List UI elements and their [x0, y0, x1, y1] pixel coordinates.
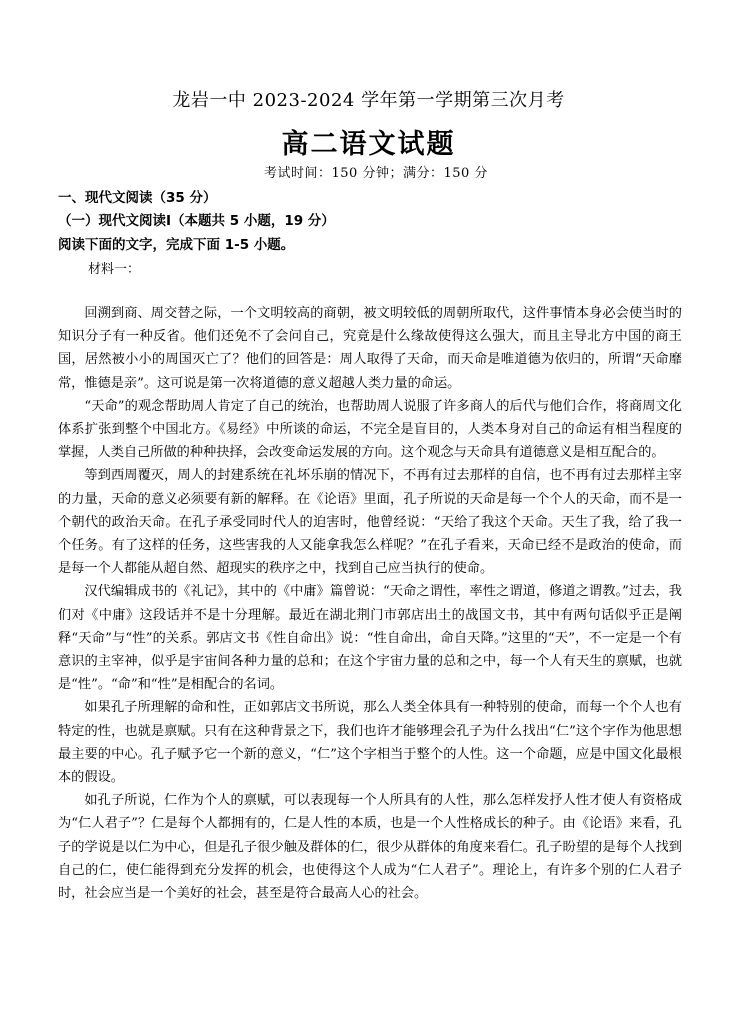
paragraph: 如果孔子所理解的命和性，正如郭店文书所说，那么人类全体具有一种特别的使命，而每一个个人也有特定的性，也就是禀赋。只有在这种背景之下，我们也许才能够理会孔子为什么找出“仁”这个字作为他思想最主要的中心。孔子赋予它一个新的意义，“仁”这个字相当于整个的人性。这一个命题，应是中国文化最根本的假设。 — [58, 700, 682, 786]
subject-title: 高二语文试题 — [281, 129, 456, 160]
passage-body — [58, 302, 682, 905]
exam-info: 考试时间：150 分钟；满分：150 分 — [264, 166, 488, 181]
exam-title: 龙岩一中 2023-2024 学年第一学期第三次月考 — [172, 90, 565, 111]
paragraph: 汉代编辑成书的《礼记》，其中的《中庸》篇曾说：“天命之谓性，率性之谓道，修道之谓教。”过去，我们对《中庸》这段话并不是十分理解。最近在湖北荆门市郭店出土的战国文书，其中有两句话似乎正是阐释“天命”与“性”的关系。郭店文书《性自命出》说：“性自命出，命自天降。”这里的“天”，不一定是一个有意识的主宰神，似乎是宇宙间各种力量的总和；在这个宇宙力量的总和之中，每一个人有天生的禀赋，也就是“性”。“命”和“性”是相配合的名词。 — [58, 584, 682, 693]
part1-heading: 一、现代文阅读（35 分） — [58, 190, 217, 206]
paragraph: 如孔子所说，仁作为个人的禀赋，可以表现每一个人所具有的人性，那么怎样发抒人性才使人有资格成为“仁人君子”？仁是每个人都拥有的，仁是人性的本质，也是一个人性格成长的种子。由《论语》来看，孔子的学说是以仁为中心，但是孔子很少触及群体的仁，很少从群体的角度来看仁。孔子盼望的是每个人找到自己的仁，使仁能得到充分发挥的机会，也使得这个人成为“仁人君子”。理论上，有许多个别的仁人君子时，社会应当是一个美好的社会，甚至是符合最高人心的社会。 — [58, 793, 682, 902]
material-label: 材料一： — [88, 262, 141, 277]
paragraph: “天命”的观念帮助周人肯定了自己的统治，也帮助周人说服了许多商人的后代与他们合作，将商周文化体系扩张到整个中国北方。《易经》中所谈的命运，不完全是盲目的，人类本身对自己的命运有相当程度的掌握，人类自己所做的种种抉择，会改变命运发展的方向。这个观念与天命具有道德意义是相互配合的。 — [58, 398, 682, 461]
paragraph: 回溯到商、周交替之际，一个文明较高的商朝，被文明较低的周朝所取代，这件事情本身必会使当时的知识分子有一种反省。他们还免不了会问自己，究竟是什么缘故使得这么强大，而且主导北方中国的商王国，居然被小小的周国灭亡了？他们的回答是：周人取得了天命，而天命是唯道德为依归的，所谓“天命靡常，惟德是亲”。这可说是第一次将道德的意义超越人类力量的命运。 — [58, 306, 682, 391]
instruction: 阅读下面的文字，完成下面 1-5 小题。 — [58, 237, 295, 253]
paragraph: 等到西周覆灭，周人的封建系统在礼坏乐崩的情况下，不再有过去那样的自信，也不再有过去那样主宰的力量，天命的意义必须要有新的解释。在《论语》里面，孔子所说的天命是每一个个人的天命，而不是一个朝代的政治天命。在孔子承受同时代人的迫害时，他曾经说：“天给了我这个天命。天生了我，给了我一个任务。有了这样的任务，这些害我的人又能拿我怎么样呢？”在孔子看来，天命已经不是政治的使命，而是每一个人都能从超自然、超现实的秩序之中，找到自己应当执行的使命。 — [58, 468, 682, 577]
subsection-heading: （一）现代文阅读Ⅰ（本题共 5 小题，19 分） — [58, 213, 335, 229]
